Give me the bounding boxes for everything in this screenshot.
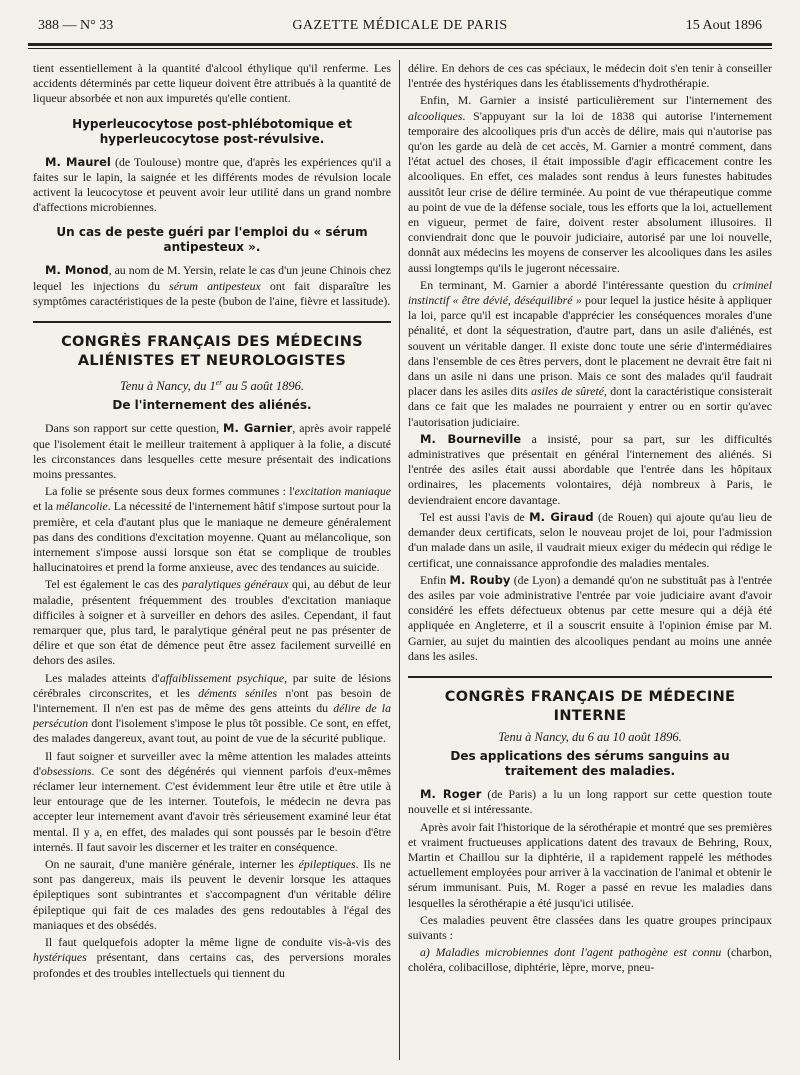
- section-rule: [33, 321, 391, 323]
- page-number: 388 — N° 33: [38, 18, 114, 33]
- congress-title: CONGRÈS FRANÇAIS DES MÉDECINS ALIÉNISTES ET NEUROLOGISTES: [61, 334, 363, 370]
- author-name: M. Maurel: [45, 154, 111, 169]
- paragraph: Enfin M. Rouby (de Lyon) a demandé qu'on ne substituât pas à l'entrée des asiles par voie administrative l'entrée par voie judiciaire avant d'avoir considéré les effets défectueux obtenus par cette mesure qui a déjà été appliquée en Angleterre, et il a souscrit ensuite à l'opinion émise par M. Garnier, au sujet du maintien des alcooliques pendant au moins une année dans les asiles.: [408, 572, 772, 663]
- header-rule-thin: [28, 48, 772, 49]
- congress-meta: Tenu à Nancy, du 1er au 5 août 1896.: [119, 378, 304, 394]
- left-column: [33, 61, 391, 981]
- paragraph: Les malades atteints d'affaiblissement psychique, par suite de lésions cérébrales circonscrites, et les déments séniles n'ont pas besoin de l'internement. Il n'en est pas de même des gens atteints du délire de la persécution dont l'isolement s'impose le plus tôt possible. Ce sont, en effet, des malades dangereux, avant tout, au point de vue de la sécurité publique.: [33, 670, 392, 746]
- author-name: M. Giraud: [529, 509, 594, 524]
- paragraph: En terminant, M. Garnier a abordé l'intéressante question du criminel instinctif « être dévié, déséquilibré » pour lequel la justice hésite à appliquer la loi, parce qu'il est incapable d'apprécier les conséquences morales d'une pénalité, et dont la séquestration, d'autre part, dans un asile d'aliénés, est souvent un véritable danger. Il existe donc toute une série d'intermédiaires dans l'ensemble de ces êtres pervers, dont le placement ne devrait être fait ni dans un asile ni dans une prison. Mais ce sont des malades qu'il faudrait placer dans les asiles dits asiles de sûreté, dont la caractéristique consisterait dans ce fait que les malades ne pourraient y entrer ou en sortir qu'avec l'autorisation judiciaire.: [408, 277, 773, 429]
- paragraph: La folie se présente sous deux formes communes : l'excitation maniaque et la mélancolie. La nécessité de l'internement hâtif s'impose surtout pour la première, et cela d'autant plus que le maniaque ne demeure généralement pas dans des conditions d'excitation moyenne. Quant au mélancolique, son internement s'impose aussi lorsque son état se complique de troubles hallucinatoires et prend la forme anxieuse, avec des tendances au suicide.: [33, 484, 391, 575]
- author-name: M. Monod: [45, 263, 109, 278]
- congress-title: CONGRÈS FRANÇAIS DE MÉDECINE INTERNE: [444, 688, 736, 724]
- paragraph: Tel est également le cas des paralytiques généraux qui, au début de leur maladie, présentent fréquemment des troubles d'excitation maniaque difficiles à soigner et à surveiller en dehors des asiles. Cependant, il faut remarquer que, plus tard, le paralytique général peut ne pas présenter de délire et que son état de démence peut être assez facilement surveillé en dehors des asiles.: [33, 577, 391, 668]
- paragraph: délire. En dehors de ces cas spéciaux, le médecin doit s'en tenir à conseiller l'entrée des hystériques dans les établissements d'hydrothérapie.: [408, 61, 772, 91]
- paragraph: tient essentiellement à la quantité d'alcool éthylique qu'il renferme. Les accidents déterminés par cette liqueur doivent être attribués à la quantité de liqueur absorbée et non aux impuretés qu'elle contient.: [33, 61, 391, 106]
- paragraph: Ces maladies peuvent être classées dans les quatre groupes principaux suivants :: [408, 912, 772, 942]
- section-rule: [408, 676, 772, 678]
- paragraph: Dans son rapport sur cette question, M. Garnier, après avoir rappelé que l'isolement était le meilleur traitement à appliquer à la folie, a discuté les circonstances dans lesquelles cette mesure présentait des indications moins pressantes.: [33, 421, 391, 481]
- paragraph: a) Maladies microbiennes dont l'agent pathogène est connu (charbon, choléra, colibacillose, diphtérie, lèpre, morve, pneu-: [408, 945, 772, 975]
- running-header: [38, 18, 762, 40]
- paragraph: Il faut soigner et surveiller avec la même attention les malades atteints d'obsessions. Ce sont des dégénérés qui viennent parfois d'eux-mêmes réclamer leur internement. C'est évidemment leur être utile et être utile à leur entourage que de les interner. Toutefois, le médecin ne devra pas accepter leur internement avant d'avoir très sérieusement examiné leur état mental. Il y a, en effet, des malades qui sont poussés par le besoin d'être internés. Il faut savoir les discerner et les traiter en conséquence.: [33, 748, 391, 854]
- paragraph: Il faut quelquefois adopter la même ligne de conduite vis-à-vis des hystériques présentant, dans certains cas, des perversions morales profondes et des troubles intellectuels qui tiennent du: [33, 935, 391, 980]
- paragraph: On ne saurait, d'une manière générale, interner les épileptiques. Ils ne sont pas dangereux, mais ils peuvent le devenir lorsque les attaques épileptiques sont subintrantes et s'accompagnent d'un véritable délire épileptique qui fait de ces malades des gens redoutables à l'égal des maniaques et des obsédés.: [33, 857, 391, 932]
- author-name: M. Garnier: [223, 421, 293, 436]
- paragraph: Enfin, M. Garnier a insisté particulièrement sur l'internement des alcooliques. S'appuyant sur la loi de 1838 qui autorise l'internement temporaire des alcooliques pris d'un accès de délire, mais qui n'autorise pas qu'on les garde au delà de cet accès, M. Garnier a montré comment, dans l'état actuel des choses, il était impossible d'agir efficacement contre les alcooliques. En effet, ces malades sont rendus à leurs funestes habitudes aussitôt leur crise de délire terminée. Au point de vue thérapeutique comme au point de vue de la défense sociale, tous les efforts que la loi, actuellement en vigueur, permet de faire, doivent rester absolument illusoires. Il conviendrait donc que le pouvoir judiciaire, autorisé par une loi nouvelle, donnât aux médecins les moyens de conserver les alcooliques dans les asiles aussi longtemps qu'ils le jugeront nécessaire.: [408, 93, 772, 275]
- congress-meta: Tenu à Nancy, du 6 au 10 août 1896.: [498, 729, 682, 744]
- section-heading: Un cas de peste guéri par l'emploi du « sérum antipesteux ».: [56, 225, 368, 255]
- journal-title: GAZETTE MÉDICALE DE PARIS: [292, 18, 508, 33]
- author-name: M. Bourneville: [420, 431, 522, 446]
- issue-date: 15 Aout 1896: [685, 18, 762, 33]
- author-name: M. Rouby: [449, 572, 511, 587]
- author-name: M. Roger: [420, 787, 482, 802]
- paragraph: M. Monod, au nom de M. Yersin, relate le cas d'un jeune Chinois chez lequel les injections du sérum antipesteux ont fait disparaître les symptômes caractéristiques de la peste (bubon de l'aine, fièvre et lassitude).: [33, 263, 391, 308]
- section-heading: Des applications des sérums sanguins au traitement des maladies.: [450, 749, 730, 779]
- paragraph: Tel est aussi l'avis de M. Giraud (de Rouen) qui ajoute qu'au lieu de demander deux certificats, selon le nouveau projet de loi, pour l'admission d'un malade dans un asile, il vaudrait mieux exiger du médecin qui rédige le certificat, une connaissance approfondie des maladies mentales.: [408, 509, 772, 570]
- column-divider: [399, 60, 400, 1060]
- paragraph: Après avoir fait l'historique de la sérothérapie et montré que ses premières et vraiment fructueuses applications datent des travaux de Behring, Roux, Martin et Chaillou sur la diphtérie, il a rapidement rappelé les méthodes actuellement employées pour arriver à la vaccination de l'animal et obtenir le sérum immunisant. Puis, M. Roger a passé en revue les maladies dans lesquelles la sérothérapie a été jusqu'ici utilisée.: [408, 819, 772, 910]
- paragraph: M. Roger (de Paris) a lu un long rapport sur cette question toute nouvelle et si intéressante.: [408, 787, 772, 817]
- paragraph: M. Bourneville a insisté, pour sa part, sur les difficultés administratives que présentait en général l'internement des aliénés. Si l'entrée des asiles était aussi abordable que l'entrée dans les hôpitaux ordinaires, les placements volontaires, déjà nombreux à Paris, le deviendraient encore davantage.: [408, 431, 772, 507]
- paragraph: M. Maurel (de Toulouse) montre que, d'après les expériences qu'il a faites sur le lapin, la saignée et les différents modes de révulsion locale activent la leucocytose et peuvent avoir leur utilité dans un grand nombre d'affections microbiennes.: [33, 154, 392, 215]
- header-rule-thick: [28, 43, 772, 46]
- section-heading: De l'internement des aliénés.: [112, 398, 312, 413]
- section-heading: Hyperleucocytose post-phlébotomique et hyperleucocytose post-révulsive.: [72, 116, 352, 146]
- right-column: [408, 61, 772, 976]
